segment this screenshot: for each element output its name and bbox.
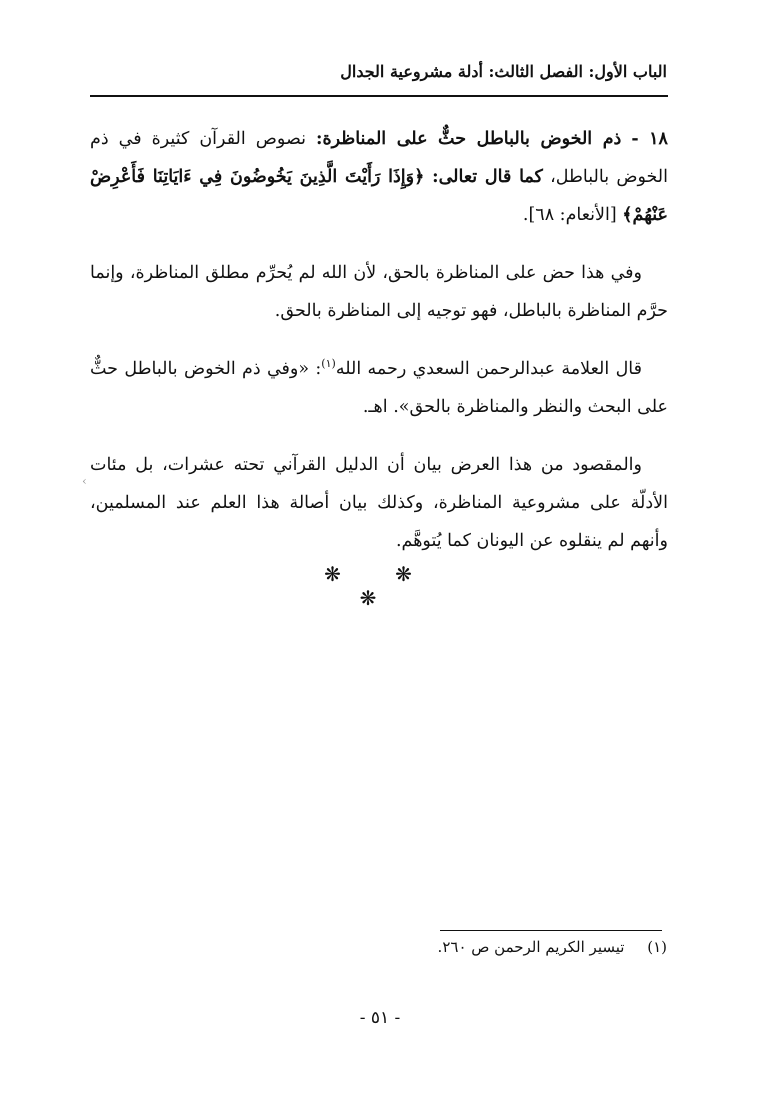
- margin-mark: ‹: [82, 474, 87, 488]
- footnote-marker[interactable]: (١): [321, 357, 336, 371]
- running-header: الباب الأول: الفصل الثالث: أدلة مشروعية الجدال: [340, 62, 667, 81]
- section-number: ١٨ -: [631, 129, 668, 149]
- paragraph-2: وفي هذا حض على المناظرة بالحق، لأن الله لم يُحرِّم مطلق المناظرة، وإنما حرَّم المناظرة بالباطل، فهو توجيه إلى المناظرة بالحق.: [90, 263, 668, 321]
- paragraph-3-quote: : «وفي ذم الخوض بالباطل حثٌّ على البحث والنظر والمناظرة بالحق». اهـ.: [90, 359, 668, 417]
- paragraph-3-lead: قال العلامة عبدالرحمن السعدي رحمه الله: [335, 359, 642, 379]
- footnote: [438, 938, 667, 956]
- quran-verse: ﴿وَإِذَا رَأَيْتَ الَّذِينَ يَخُوضُونَ فِي ءَايَاتِنَا فَأَعْرِضْ عَنْهُمْ﴾: [90, 167, 668, 225]
- verse-reference: [الأنعام: ٦٨].: [522, 205, 617, 225]
- footnote-number: (١): [647, 938, 667, 956]
- paragraph-3: [90, 350, 668, 426]
- footnote-rule: [440, 930, 662, 931]
- main-text: [90, 120, 668, 580]
- paragraph-1: [90, 120, 668, 234]
- page-number: - ٥١ -: [359, 1008, 401, 1028]
- paragraph-1-text: نصوص القرآن كثيرة في ذم الخوض بالباطل،: [90, 129, 669, 187]
- paragraph-4: والمقصود من هذا العرض بيان أن الدليل القرآني تحته عشرات، بل مئات الأدلّة على مشروعية المناظرة، وكذلك بيان أصالة هذا العلم عند المسلمين، وأنهم لم ينقلوه عن اليونان كما يُتوهَّم.: [90, 455, 668, 551]
- section-heading: ذم الخوض بالباطل حثٌّ على المناظرة:: [316, 129, 622, 149]
- verse-intro: كما قال تعالى:: [424, 167, 543, 187]
- footnote-text: تيسير الكريم الرحمن ص ٢٦٠.: [437, 938, 625, 956]
- header-rule: [90, 95, 668, 97]
- section-separator: ❋ ❋ ❋: [324, 562, 436, 610]
